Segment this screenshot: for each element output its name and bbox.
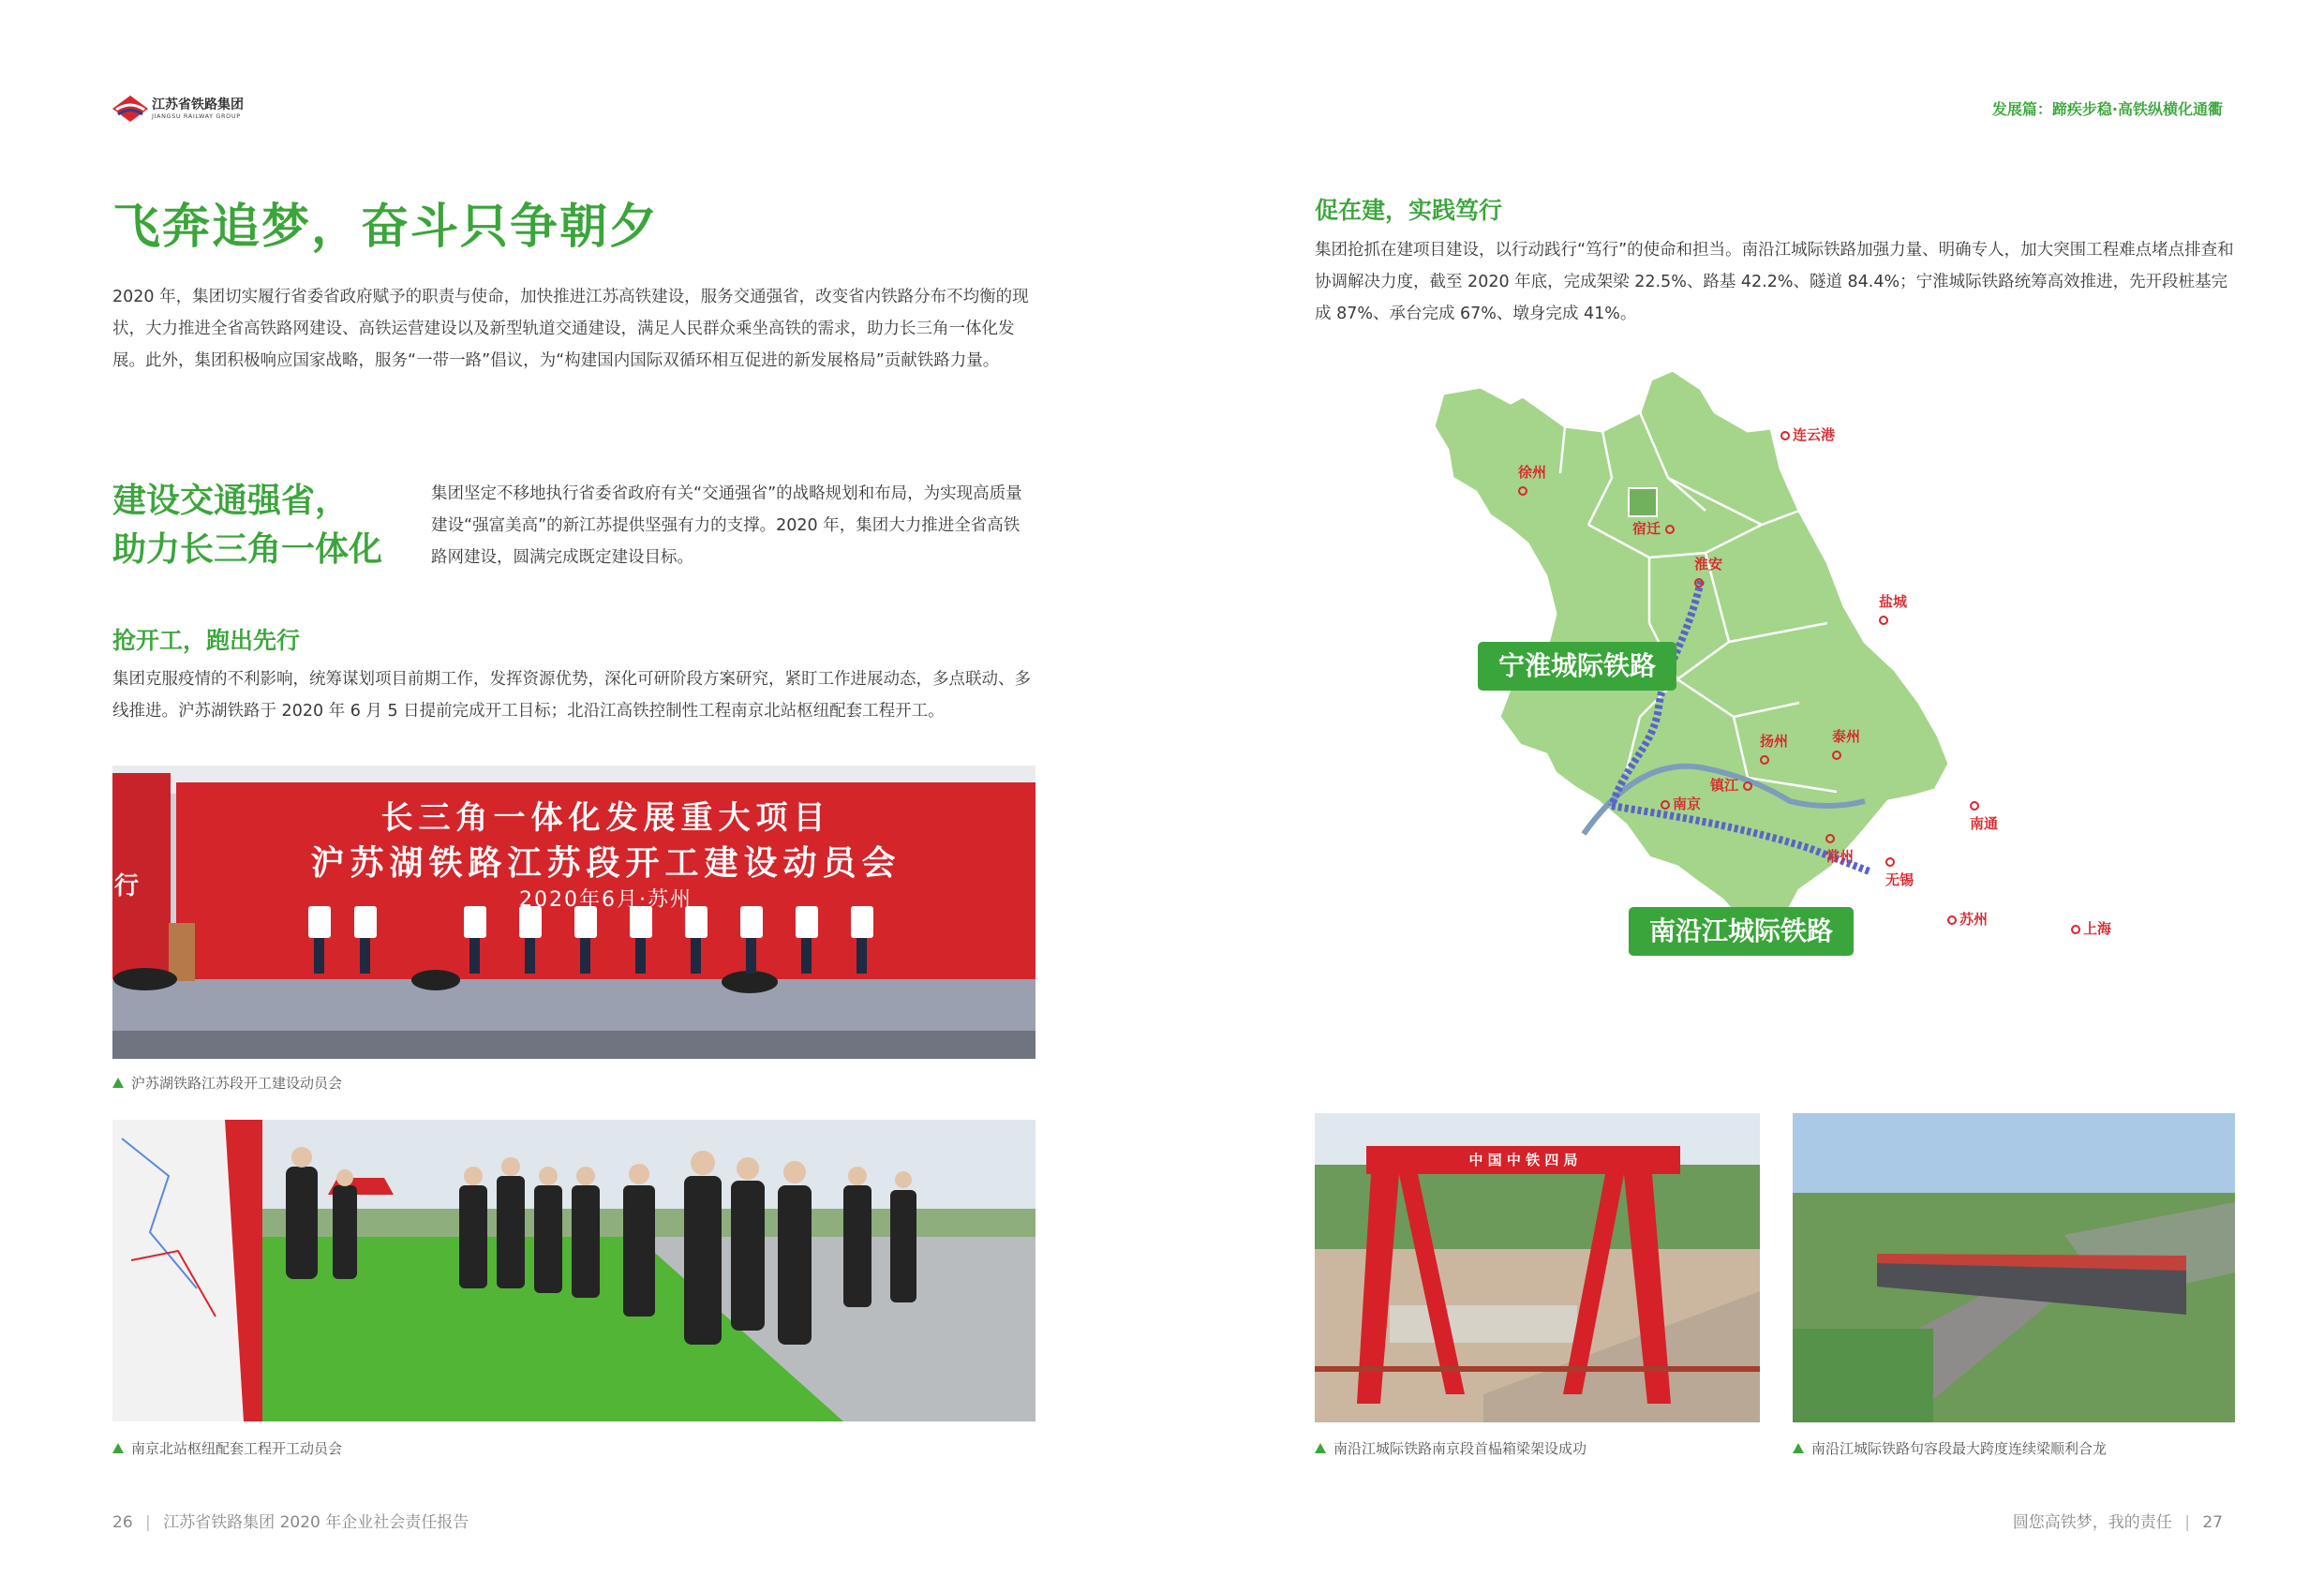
- logo-english-name: JIANGSU RAILWAY GROUP: [152, 112, 241, 120]
- city-marker-huaian: 淮安: [1694, 554, 1722, 590]
- map-label-nanyanjiang: 南沿江城际铁路: [1629, 907, 1854, 956]
- city-marker-xuzhou: 徐州: [1518, 462, 1546, 498]
- subsection-paragraph-ongoing: 集团抢抓在建项目建设，以行动践行“笃行”的使命和担当。南沿江城际铁路加强力量、明确专人，加大突围工程难点堵点排查和协调解决力度，截至 2020 年底，完成架梁 22.5%、路基 42.2%、隧道 84.4%；宁淮城际铁路统筹高效推进，先开段桩基完成 87%、承台完成 67%、墩身完成 41%。: [1315, 241, 2234, 323]
- city-dot-icon: [2071, 925, 2080, 934]
- city-dot-icon: [1825, 834, 1835, 843]
- photo-bridge-aerial: [1793, 1113, 2235, 1422]
- banner-line-2: 沪苏湖铁路江苏段开工建设动员会: [310, 844, 901, 883]
- subsection-heading-start-work: 抢开工，跑出先行: [112, 627, 301, 654]
- city-dot-icon: [1760, 755, 1769, 765]
- footer-right: 圆您高铁梦，我的责任 | 27: [2012, 1513, 2223, 1532]
- footer-left: 26 | 江苏省铁路集团 2020 年企业社会责任报告: [112, 1513, 469, 1532]
- section-heading-line2: 助力长三角一体化: [112, 530, 383, 569]
- photo-caption-1: 沪苏湖铁路江苏段开工建设动员会: [112, 1073, 342, 1093]
- banner-side-text: 行: [114, 872, 140, 900]
- city-dot-icon: [1665, 525, 1675, 534]
- city-marker-zhenjiang: 镇江: [1710, 775, 1755, 795]
- city-marker-taizhou: 泰州: [1832, 726, 1860, 763]
- photo-caption-2: 南京北站枢纽配套工程开工动员会: [112, 1438, 342, 1458]
- city-marker-nantong: 南通: [1970, 796, 1998, 833]
- city-marker-yancheng: 盐城: [1879, 591, 1907, 628]
- city-marker-yangzhou: 扬州: [1760, 731, 1788, 767]
- intro-paragraph: 2020 年，集团切实履行省委省政府赋予的职责与使命，加快推进江苏高铁建设，服务交通强省，改变省内铁路分布不均衡的现状，大力推进全省高铁路网建设、高铁运营建设以及新型轨道交通建设，满足人民群众乘坐高铁的需求，助力长三角一体化发展。此外，集团积极响应国家战略，服务“一带一路”倡议，为“构建国内国际双循环相互促进的新发展格局”贡献铁路力量。: [112, 288, 1029, 370]
- city-dot-icon: [1661, 800, 1670, 810]
- city-marker-shanghai: 上海: [2071, 918, 2111, 938]
- jiangsu-railway-map: [1424, 361, 2137, 1017]
- map-label-ninghuai: 宁淮城际铁路: [1478, 642, 1676, 691]
- logo-mark-icon: [112, 96, 148, 124]
- page-number-left: 26: [112, 1513, 133, 1532]
- logo-name: 江苏省铁路集团: [152, 97, 244, 112]
- city-dot-icon: [1743, 781, 1752, 791]
- subsection-paragraph-start-work: 集团克服疫情的不利影响，统筹谋划项目前期工作，发挥资源优势，深化可研阶段方案研究，紧盯工作进展动态，多点联动、多线推进。沪苏湖铁路于 2020 年 6 月 5 日提前完成开工目标；北沿江高铁控制性工程南京北站枢纽配套工程开工。: [112, 670, 1031, 721]
- city-marker-lianyungang: 连云港: [1780, 424, 1835, 444]
- city-marker-wuxi: 无锡: [1885, 853, 1914, 889]
- caption-triangle-icon: [1315, 1443, 1326, 1453]
- caption-triangle-icon: [1793, 1443, 1804, 1453]
- city-dot-icon: [1970, 801, 1979, 811]
- bridge-aerial-image: [1793, 1113, 2235, 1422]
- section-heading-line1: 建设交通强省，: [112, 482, 350, 520]
- banner-line-1: 长三角一体化发展重大项目: [380, 799, 831, 837]
- photo-caption-3: 南沿江城际铁路南京段首榀箱梁架设成功: [1315, 1438, 1587, 1458]
- officials-visit-image: [112, 1120, 1035, 1421]
- city-marker-changzhou: 常州: [1825, 829, 1854, 866]
- city-dot-icon: [1518, 486, 1527, 496]
- city-dot-icon: [1947, 915, 1957, 925]
- caption-triangle-icon: [112, 1443, 124, 1453]
- city-dot-icon: [1832, 751, 1841, 760]
- footer-slogan: 圆您高铁梦，我的责任: [2012, 1513, 2172, 1532]
- section-paragraph: 集团坚定不移地执行省委省政府有关“交通强省”的战略规划和布局，为实现高质量建设“强富美高”的新江苏提供坚强有力的支撑。2020 年，集团大力推进全省高铁路网建设，圆满完成既定建设目标。: [431, 484, 1022, 567]
- city-marker-suzhou: 苏州: [1947, 909, 1988, 929]
- city-marker-nanjing: 南京: [1661, 794, 1701, 813]
- city-dot-icon: [1780, 431, 1790, 440]
- photo-officials-visit: [112, 1120, 1035, 1421]
- page-title: 飞奔追梦，奋斗只争朝夕: [112, 200, 660, 255]
- photo-ceremony-stage: [112, 766, 1035, 1059]
- footer-report-title: 江苏省铁路集团 2020 年企业社会责任报告: [163, 1513, 469, 1532]
- section-label: 发展篇：蹄疾步稳·高铁纵横化通衢: [1991, 100, 2223, 118]
- page-number-right: 27: [2202, 1513, 2223, 1532]
- crane-banner-text: 中 国 中 铁 四 局: [1468, 1152, 1578, 1168]
- photo-caption-4: 南沿江城际铁路句容段最大跨度连续梁顺利合龙: [1793, 1438, 2107, 1458]
- subsection-heading-ongoing: 促在建，实践笃行: [1315, 197, 1503, 224]
- photo-gantry-crane: [1315, 1113, 1760, 1422]
- city-marker-suqian: 宿迁: [1632, 518, 1677, 538]
- caption-triangle-icon: [112, 1078, 124, 1088]
- company-logo: [112, 92, 262, 129]
- city-dot-icon: [1879, 616, 1888, 625]
- city-dot-icon: [1885, 857, 1895, 867]
- city-dot-icon: [1694, 578, 1704, 588]
- banner-line-3: 2020年6月·苏州: [519, 888, 693, 912]
